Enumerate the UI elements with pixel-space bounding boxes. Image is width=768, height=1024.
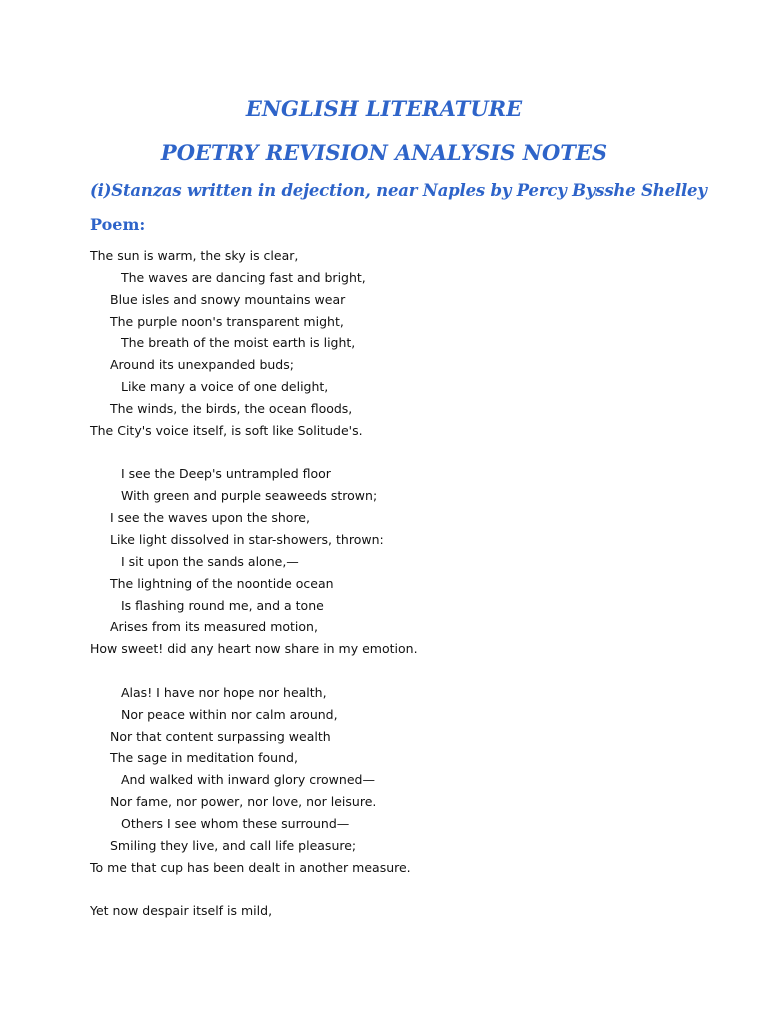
poem-body xyxy=(90,245,418,922)
stanza-break xyxy=(90,660,418,682)
poem-line: Arises from its measured motion, xyxy=(110,619,318,635)
poem-line: Nor fame, nor power, nor love, nor leisure. xyxy=(110,794,377,810)
poem-line: I see the Deep's untrampled floor xyxy=(121,466,331,482)
poem-line: Like many a voice of one delight, xyxy=(121,379,329,395)
poem-line: The lightning of the noontide ocean xyxy=(110,575,334,591)
poem-line: Blue isles and snowy mountains wear xyxy=(110,291,346,307)
poem-line: Yet now despair itself is mild, xyxy=(90,903,273,919)
poem-line: I see the waves upon the shore, xyxy=(110,510,310,526)
poem-line: How sweet! did any heart now share in my emotion. xyxy=(90,641,418,657)
poem-line: Nor that content surpassing wealth xyxy=(110,728,331,744)
poem-line: Others I see whom these surround— xyxy=(121,815,350,831)
poem-line: The waves are dancing fast and bright, xyxy=(121,269,366,285)
poem-line: The sun is warm, the sky is clear, xyxy=(90,248,299,263)
poem-line: And walked with inward glory crowned— xyxy=(121,772,375,788)
document-title: ENGLISH LITERATURE xyxy=(245,96,523,121)
poem-line: Like light dissolved in star-showers, thrown: xyxy=(110,531,384,547)
stanza-break xyxy=(90,442,418,464)
poem-line: The City's voice itself, is soft like Solitude's. xyxy=(90,422,363,438)
poem-section-heading: Poem: xyxy=(90,215,146,234)
poem-line: Is flashing round me, and a tone xyxy=(121,597,324,613)
poem-line: The winds, the birds, the ocean floods, xyxy=(110,400,353,416)
poem-title: (i)Stanzas written in dejection, near Naples by Percy Bysshe Shelley xyxy=(90,181,707,200)
poem-line: Smiling they live, and call life pleasure; xyxy=(110,837,357,853)
stanza-break xyxy=(90,878,418,900)
poem-line: The sage in meditation found, xyxy=(110,750,298,766)
poem-line: The purple noon's transparent might, xyxy=(110,313,344,329)
poem-line: I sit upon the sands alone,— xyxy=(121,553,299,569)
poem-line: Around its unexpanded buds; xyxy=(110,357,294,373)
poem-line: With green and purple seaweeds strown; xyxy=(121,488,378,504)
poem-line: Alas! I have nor hope nor health, xyxy=(121,684,327,700)
poem-line: The breath of the moist earth is light, xyxy=(121,335,356,351)
poem-line: Nor peace within nor calm around, xyxy=(121,706,338,722)
poem-line: To me that cup has been dealt in another measure. xyxy=(90,859,411,875)
document-subtitle-heading: POETRY REVISION ANALYSIS NOTES xyxy=(160,140,608,165)
